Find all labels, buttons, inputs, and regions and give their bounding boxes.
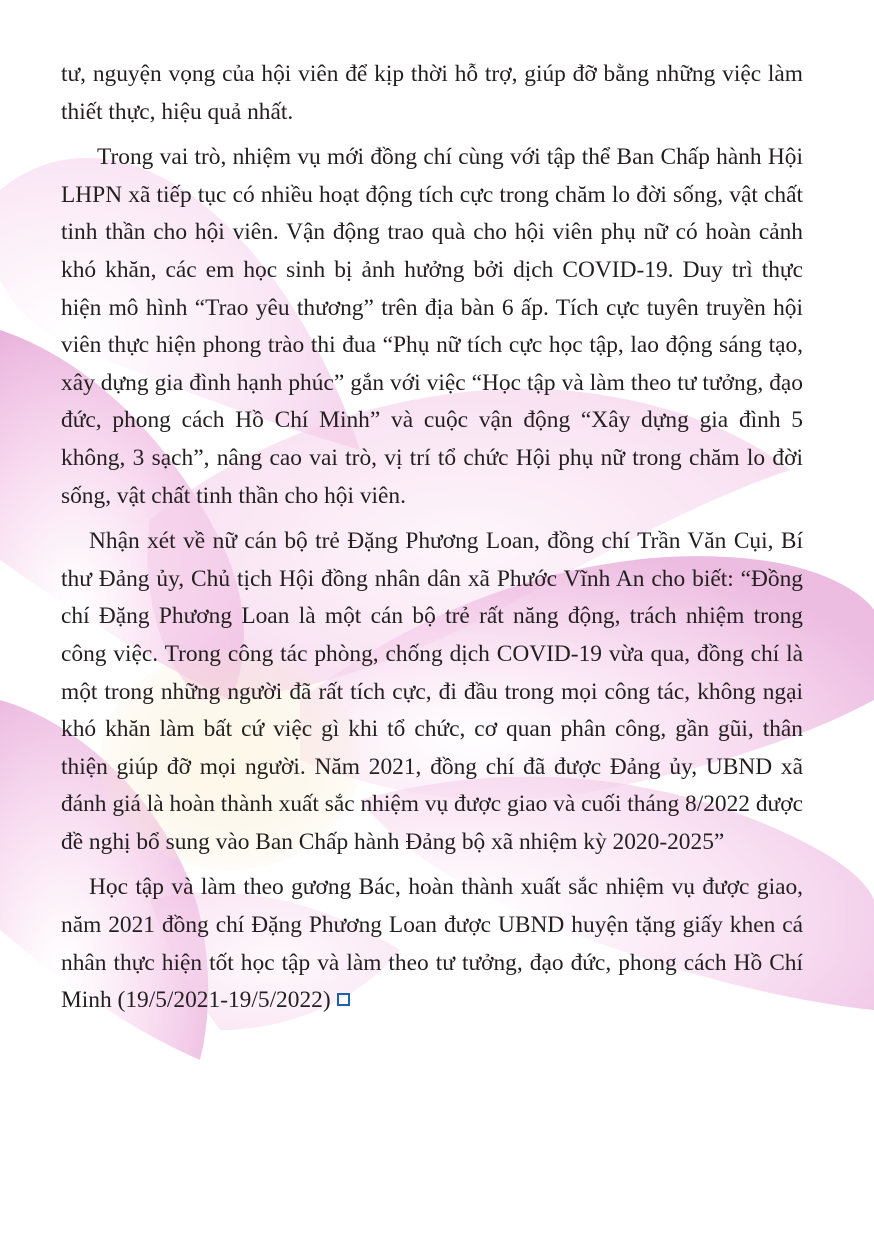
article-body (61, 56, 803, 1020)
square-end-mark-icon (337, 993, 350, 1006)
paragraph: Trong vai trò, nhiệm vụ mới đồng chí cùng với tập thể Ban Chấp hành Hội LHPN xã tiếp tục có nhiều hoạt động tích cực trong chăm lo đời sống, vật chất tinh thần cho hội viên. Vận động trao quà cho hội viên phụ nữ có hoàn cảnh khó khăn, các em học sinh bị ảnh hưởng bởi dịch COVID-19. Duy trì thực hiện mô hình “Trao yêu thương” trên địa bàn 6 ấp. Tích cực tuyên truyền hội viên thực hiện phong trào thi đua “Phụ nữ tích cực học tập, lao động sáng tạo, xây dựng gia đình hạnh phúc” gắn với việc “Học tập và làm theo tư tưởng, đạo đức, phong cách Hồ Chí Minh” và cuộc vận động “Xây dựng gia đình 5 không, 3 sạch”, nâng cao vai trò, vị trí tổ chức Hội phụ nữ trong chăm lo đời sống, vật chất tinh thần cho hội viên. (61, 144, 803, 509)
paragraph-text: Học tập và làm theo gương Bác, hoàn thành xuất sắc nhiệm vụ được giao, năm 2021 đồng chí Đặng Phương Loan được UBND huyện tặng giấy khen cá nhân thực hiện tốt học tập và làm theo tư tưởng, đạo đức, phong cách Hồ Chí Minh (19/5/2021-19/5/2022) (61, 874, 803, 1014)
paragraph: Nhận xét về nữ cán bộ trẻ Đặng Phương Loan, đồng chí Trần Văn Cụi, Bí thư Đảng ủy, Chủ tịch Hội đồng nhân dân xã Phước Vĩnh An cho biết: “Đồng chí Đặng Phương Loan là một cán bộ trẻ rất năng động, trách nhiệm trong công việc. Trong công tác phòng, chống dịch COVID-19 vừa qua, đồng chí là một trong những người đã rất tích cực, đi đầu trong mọi công tác, không ngại khó khăn làm bất cứ việc gì khi tổ chức, cơ quan phân công, gần gũi, thân thiện giúp đỡ mọi người. Năm 2021, đồng chí đã được Đảng ủy, UBND xã đánh giá là hoàn thành xuất sắc nhiệm vụ được giao và cuối tháng 8/2022 được đề nghị bổ sung vào Ban Chấp hành Đảng bộ xã nhiệm kỳ 2020-2025” (61, 528, 803, 855)
paragraph: tư, nguyện vọng của hội viên để kịp thời hỗ trợ, giúp đỡ bằng những việc làm thiết thực, hiệu quả nhất. (61, 61, 803, 125)
paragraph (61, 869, 803, 1019)
